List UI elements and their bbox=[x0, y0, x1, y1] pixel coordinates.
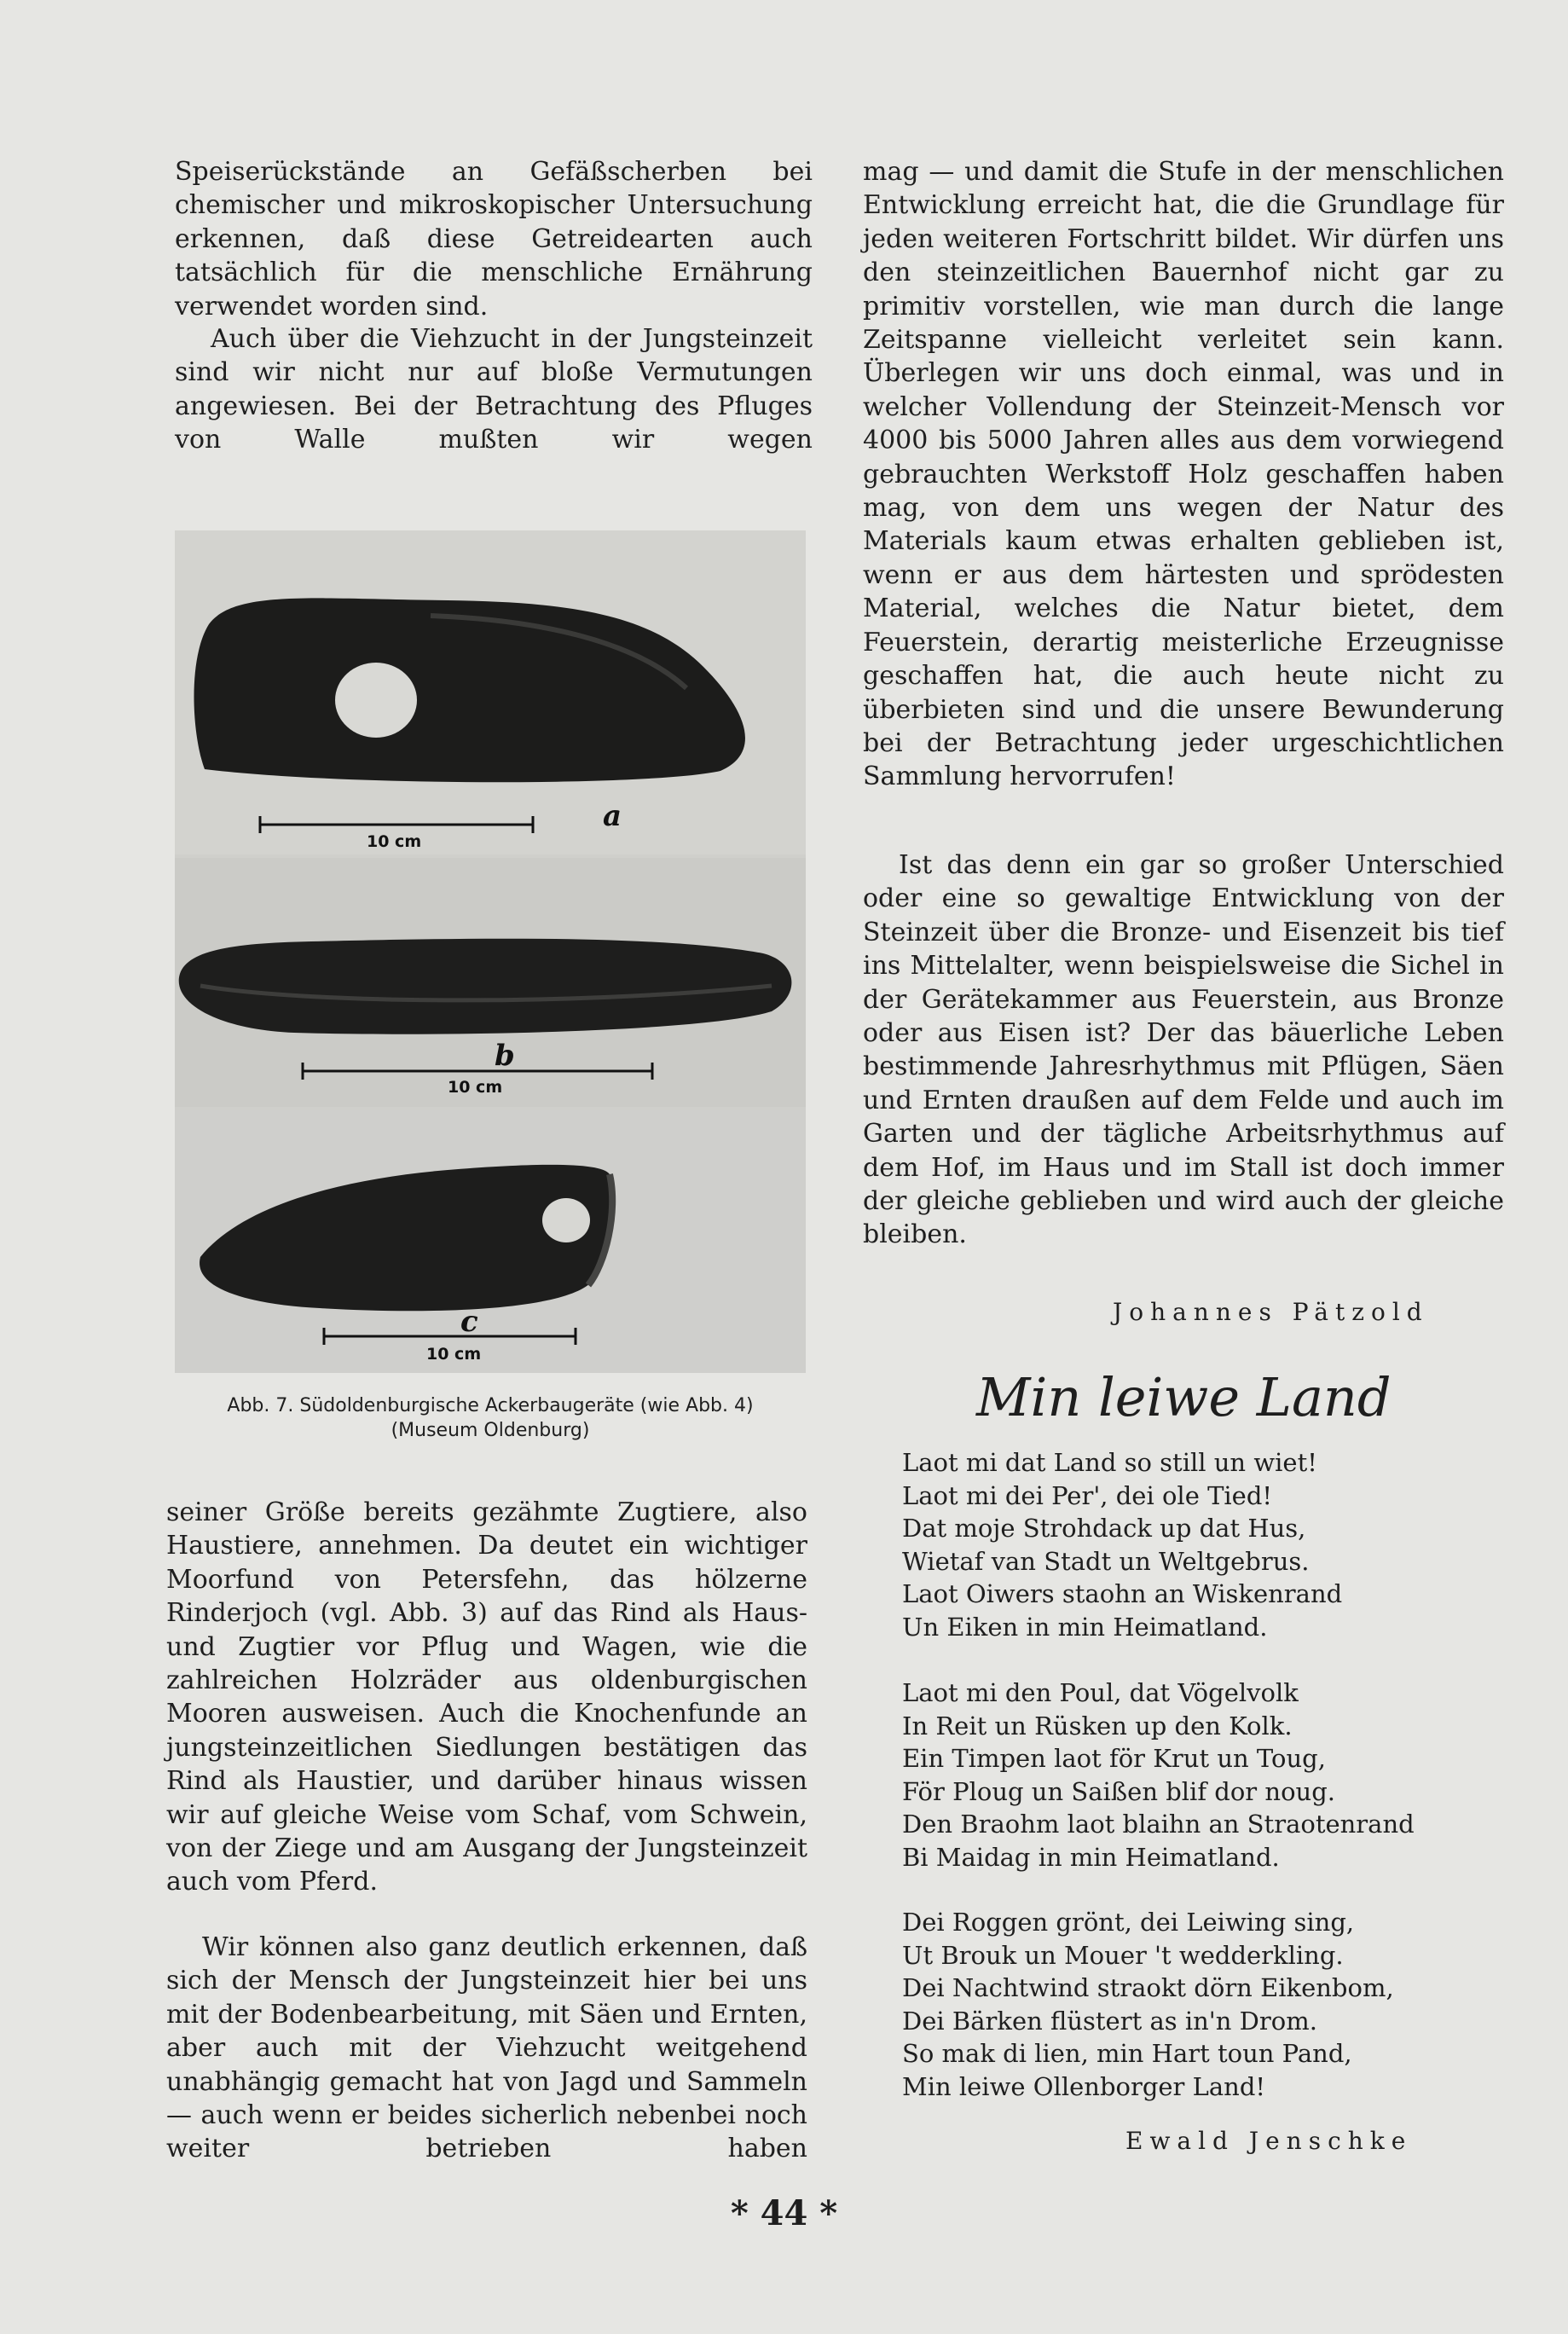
scale-label-a: 10 cm bbox=[367, 832, 422, 851]
poem-stanza-1 bbox=[902, 1446, 1342, 1644]
figure-label-c: c bbox=[460, 1305, 478, 1339]
poem-line: Laot Oiwers staohn an Wiskenrand bbox=[902, 1579, 1343, 1609]
figure-panel-b bbox=[175, 858, 806, 1107]
poem-line: So mak di lien, min Hart toun Pand, bbox=[902, 2039, 1352, 2069]
poem-line: Un Eiken in min Heimatland. bbox=[902, 1612, 1268, 1642]
figure-panel-a bbox=[175, 530, 806, 854]
figure-label-a: a bbox=[603, 799, 622, 833]
poem-line: Laot mi dat Land so still un wiet! bbox=[902, 1448, 1317, 1477]
page-number: * 44 * bbox=[730, 2193, 838, 2233]
article-author: Johannes Pätzold bbox=[1113, 1298, 1429, 1326]
left-paragraph-3: seiner Größe bereits gezähmte Zugtiere, also Haustiere, annehmen. Da deutet ein wichtiger Moorfund von Petersfehn, das hölzerne Rinderjoch (vgl. Abb. 3) auf das Rind als Haus- und Zugtier vor Pflug und Wagen, wie die zahlreichen Holzräder aus oldenburgischen Mooren ausweisen. Auch die Knochenfunde an jungsteinzeitlichen Siedlungen bestätigen das Rind als Haustier, und darüber hinaus wissen wir auf gleiche Weise vom Schaf, vom Schwein, von der Ziege und am Ausgang der Jungsteinzeit auch vom Pferd. bbox=[166, 1497, 807, 1897]
scale-label-c: 10 cm bbox=[426, 1345, 482, 1364]
left-paragraph-2: Auch über die Viehzucht in der Jungsteinzeit sind wir nicht nur auf bloße Vermutungen angewiesen. Bei der Betrachtung des Pfluges von Walle mußten wir wegen bbox=[175, 324, 813, 455]
figure-panel-c bbox=[175, 1110, 806, 1373]
poem-line: Wietaf van Stadt un Weltgebrus. bbox=[902, 1546, 1310, 1576]
poem-line: Bi Maidag in min Heimatland. bbox=[902, 1842, 1280, 1872]
poem-line: Dei Bärken flüstert as in'n Drom. bbox=[902, 2006, 1317, 2036]
caption-line-1: Abb. 7. Südoldenburgische Ackerbaugeräte (wie Abb. 4) bbox=[227, 1395, 754, 1416]
poem-line: Dei Roggen grönt, dei Leiwing sing, bbox=[902, 1908, 1355, 1937]
stone-tool-c-image bbox=[175, 1110, 806, 1373]
caption-line-2: (Museum Oldenburg) bbox=[391, 1420, 590, 1441]
poem-line: Dei Nachtwind straokt dörn Eikenbom, bbox=[902, 1973, 1394, 2003]
poem-line: Ut Brouk un Mouer 't wedderkling. bbox=[902, 1940, 1344, 1970]
poem-line: Den Braohm laot blaihn an Straotenrand bbox=[902, 1810, 1415, 1839]
poem-title: Min leiwe Land bbox=[976, 1366, 1392, 1428]
poem-stanza-3 bbox=[902, 1906, 1394, 2104]
stone-tool-a-image bbox=[175, 530, 806, 854]
figure-stone-tools bbox=[175, 530, 806, 1373]
right-paragraph-1: mag — und damit die Stufe in der menschlichen Entwicklung erreicht hat, die die Grundlage für jeden weiteren Fortschritt bildet. Wir dürfen uns den steinzeitlichen Bauernhof nicht gar zu primitiv vorstellen, wie man durch die lange Zeitspanne vielleicht verleitet sein kann. Überlegen wir uns doch einmal, was und in welcher Vollendung der Steinzeit-Mensch vor 4000 bis 5000 Jahren alles aus dem vorwiegend gebrauchten Werkstoff Holz geschaffen haben mag, von dem uns wegen der Natur des Materials kaum etwas erhalten geblieben ist, wenn er aus dem härtesten und sprödesten Material, welches die Natur bietet, dem Feuerstein, derartig meisterliche Erzeugnisse geschaffen hat, die auch heute nicht zu überbieten sind und die unsere Bewunderung bei der Betrachtung jeder urgeschichtlichen Sammlung hervorrufen! bbox=[863, 157, 1504, 792]
figure-caption bbox=[166, 1393, 814, 1443]
left-paragraph-1: Speiserückstände an Gefäßscherben bei chemischer und mikroskopischer Untersuchung erkennen, daß diese Getreidearten auch tatsächlich für die menschliche Ernährung verwendet worden sind. bbox=[175, 157, 813, 321]
poem-line: Min leiwe Ollenborger Land! bbox=[902, 2071, 1266, 2101]
poem-line: In Reit un Rüsken up den Kolk. bbox=[902, 1711, 1293, 1740]
poem-author: Ewald Jenschke bbox=[1125, 2127, 1413, 2155]
poem-line: Dat moje Strohdack up dat Hus, bbox=[902, 1514, 1306, 1543]
right-paragraph-2: Ist das denn ein gar so großer Unterschied oder eine so gewaltige Entwicklung von der Steinzeit über die Bronze- und Eisenzeit bis tief ins Mittelalter, wenn beispielsweise die Sichel in der Gerätekammer aus Feuerstein, aus Bronze oder aus Eisen ist? Der das bäuerliche Leben bestimmende Jahresrhythmus mit Pflügen, Säen und Ernten draußen auf dem Felde und auch im Garten und der tägliche Arbeitsrhythmus auf dem Hof, im Haus und im Stall ist doch immer der gleiche geblieben und wird auch der gleiche bleiben. bbox=[863, 850, 1504, 1250]
poem-line: Laot mi dei Per', dei ole Tied! bbox=[902, 1480, 1273, 1510]
poem-line: Laot mi den Poul, dat Vögelvolk bbox=[902, 1678, 1299, 1707]
stone-tool-b-image bbox=[175, 858, 806, 1107]
left-paragraph-4: Wir können also ganz deutlich erkennen, daß sich der Mensch der Jungsteinzeit hier bei uns mit der Bodenbearbeitung, mit Säen und Ernten, aber auch mit der Viehzucht weitgehend unabhängig gemacht hat von Jagd und Sammeln — auch wenn er beides sicherlich nebenbei noch weiter betrieben haben bbox=[166, 1932, 807, 2164]
figure-label-b: b bbox=[495, 1039, 515, 1073]
scale-label-b: 10 cm bbox=[448, 1078, 503, 1097]
poem-line: För Ploug un Saißen blif dor noug. bbox=[902, 1776, 1335, 1806]
poem-line: Ein Timpen laot för Krut un Toug, bbox=[902, 1744, 1326, 1774]
poem-stanza-2 bbox=[902, 1677, 1415, 1874]
